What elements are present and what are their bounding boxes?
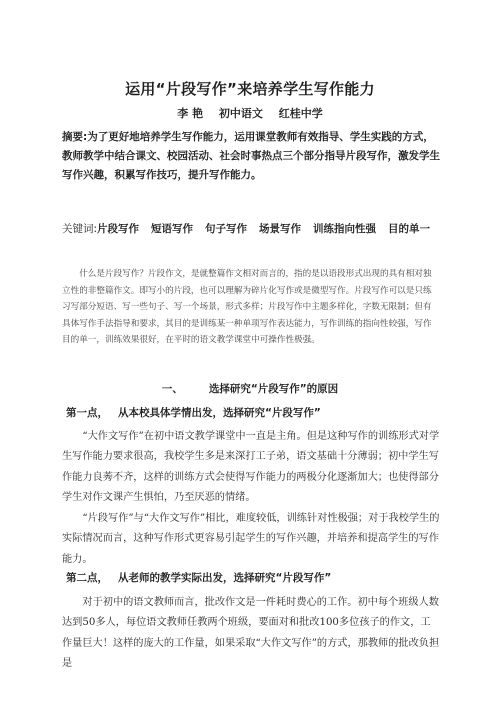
- keywords: [62, 221, 452, 236]
- point-heading-2: [66, 570, 331, 585]
- point-text: 从本校具体学情出发，选择研究“片段写作”: [118, 407, 321, 419]
- keyword-item: 目的单一: [388, 223, 431, 235]
- keyword-item: 片段写作: [97, 223, 140, 235]
- abstract: 摘要:为了更好地培养学生写作能力，运用课堂教师有效指导、学生实践的方式，教师教学中结合课文、校园活动、社会时事热点三个部分指导片段写作，激发学生写作兴趣，积累写作技巧，提升写作能力。: [62, 131, 440, 181]
- body-paragraph: 对于初中的语文教师而言，批改作文是一件耗时费心的工作。初中每个班级人数达到50多人，每位语文教师任教两个班级，要面对和批改100多位孩子的作文，工作量巨大！这样的庞大的工作量，如果采取“大作文写作”的方式，那教师的批改负担是: [62, 597, 440, 669]
- keyword-item: 场景写作: [259, 223, 302, 235]
- author-subject: 初中语文: [218, 107, 263, 120]
- section-number: 一、: [161, 383, 183, 395]
- point-text: 从老师的教学实际出发，选择研究“片段写作”: [118, 572, 332, 584]
- intro-paragraph: 什么是片段写作？片段作文，是就整篇作文相对而言的，指的是以语段形式出现的具有相对独立性的非整篇作文。即写小的片段，也可以理解为碎片化写作或是微型写作。片段写作可以是只练习写部分短语、写一些句子、写一个场景，形式多样；片段写作中主题多样化，字数无限制；但有具体写作手法指导和要求，其目的是训练某一种单项写作表达能力，写作训练的指向性较强，写作目的单一，训练效果很好，在平时的语文教学课堂中可操作性极强。: [62, 269, 432, 345]
- author-name: 李 艳: [177, 107, 204, 120]
- section-title: 选择研究“片段写作”的原因: [208, 383, 339, 395]
- body-paragraph: “片段写作”与“大作文写作”相比，难度较低，训练针对性极强；对于我校学生的实际情况而言，这种写作形式更容易引起学生的写作兴趣，并培养和提高学生的写作能力。: [62, 513, 440, 565]
- author-organization: 红桂中学: [278, 107, 323, 120]
- body-paragraph: “大作文写作”在初中语文教学课堂中一直是主角。但是这种写作的训练形式对学生写作能力要求很高，我校学生多是来深打工子弟，语文基础十分薄弱；初中学生写作能力良莠不齐，这样的训练方式会使得写作能力的两极分化逐渐加大；也使得部分学生对作文课产生惧怕，乃至厌恶的情绪。: [62, 431, 440, 503]
- keyword-item: 训练指向性强: [313, 223, 377, 235]
- section-heading: [0, 381, 500, 396]
- keyword-item: 短语写作: [151, 223, 194, 235]
- point-lead: 第一点，: [66, 407, 108, 419]
- point-heading-1: [66, 405, 321, 420]
- point-lead: 第二点，: [66, 572, 108, 584]
- keyword-item: 句子写作: [205, 223, 248, 235]
- keywords-label: 关键词:: [62, 223, 98, 235]
- document-title: 运用“片段写作”来培养学生写作能力: [125, 80, 375, 98]
- author-line: [0, 105, 500, 121]
